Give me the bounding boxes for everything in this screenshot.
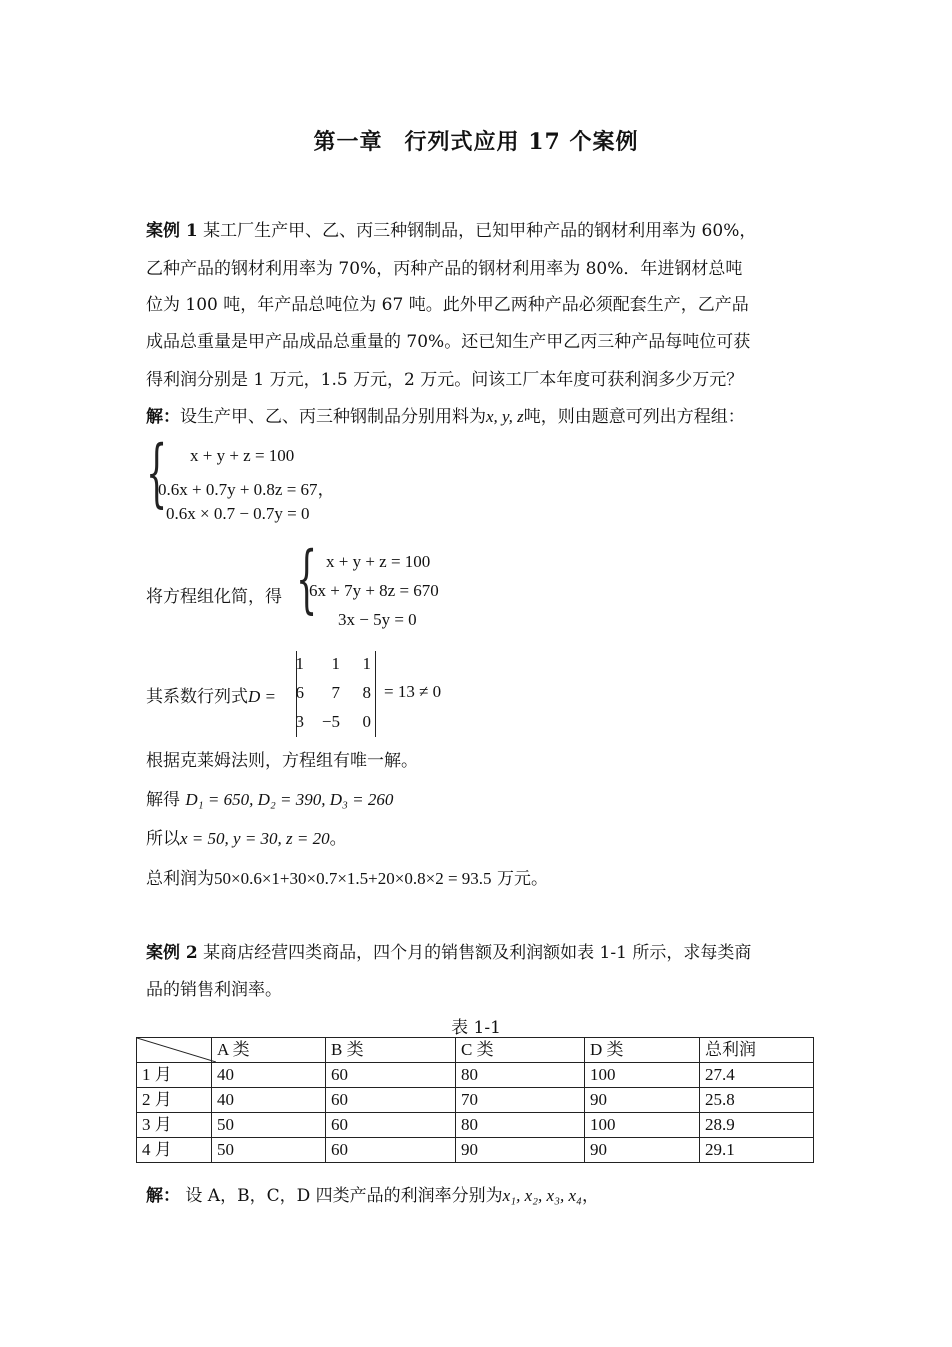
profit-unit: 万元。 (496, 869, 548, 889)
case1-line-4: 成品总重量是甲产品成品总重量的 70%。还已知生产甲乙丙三种产品每吨位可获 (146, 332, 751, 352)
table-cell: 60 (326, 1063, 456, 1088)
table-corner-cell (137, 1038, 212, 1063)
table-cell: 50 (212, 1138, 326, 1163)
chapter-title: 行列式应用 17 个案例 (404, 129, 639, 155)
table-cell: 80 (456, 1063, 585, 1088)
table-row (137, 1088, 814, 1113)
table-cell: 40 (212, 1063, 326, 1088)
table-cell: 3 月 (137, 1113, 212, 1138)
det-cell: 7 (331, 683, 340, 702)
solved-values: D₁ = 650, D₂ = 390, D₃ = 260 (185, 790, 394, 809)
table-header-cell: D 类 (585, 1038, 700, 1063)
case1-line-2: 乙种产品的钢材利用率为 70%，丙种产品的钢材利用率为 80%．年进钢材总吨 (146, 259, 743, 279)
table-cell: 80 (456, 1113, 585, 1138)
system1-eq-3: 0.6x × 0.7 − 0.7y = 0 (166, 504, 310, 523)
table-cell: 25.8 (700, 1088, 814, 1113)
det-cell: 1 (295, 654, 304, 673)
det-cell: 8 (362, 683, 371, 702)
det-cell: 0 (362, 712, 371, 731)
table-header-cell: 总利润 (700, 1038, 814, 1063)
case1-solution-text-a: 设生产甲、乙、丙三种钢制品分别用料为 (180, 407, 486, 427)
case2-text-1: 某商店经营四类商品，四个月的销售额及利润额如表 1-1 所示，求每类商 (203, 943, 752, 963)
table-header-cell: C 类 (456, 1038, 585, 1063)
determinant-matrix (296, 651, 380, 737)
table-cell: 100 (585, 1113, 700, 1138)
table-cell: 70 (456, 1088, 585, 1113)
case2-line-1 (146, 938, 751, 963)
case2-solution-tail: ， (581, 1186, 599, 1206)
table-row (137, 1138, 814, 1163)
so-tail: 。 (329, 829, 347, 849)
det-cell: 1 (362, 654, 371, 673)
det-symbol: D = (248, 687, 276, 706)
table-cell: 2 月 (137, 1088, 212, 1113)
table-cell: 50 (212, 1113, 326, 1138)
det-cell: −5 (321, 712, 340, 731)
data-table (136, 1037, 814, 1163)
cramer-text: 根据克莱姆法则，方程组有唯一解。 (146, 751, 418, 771)
case2-solution-label: 解： (146, 1186, 180, 1206)
so-line (146, 824, 347, 849)
table-cell: 60 (326, 1113, 456, 1138)
left-brace: { (296, 536, 318, 622)
simplify-text: 将方程组化简，得 (146, 587, 282, 607)
table-header-cell: B 类 (326, 1038, 456, 1063)
profit-line (146, 864, 548, 889)
determinant-line (146, 682, 276, 707)
det-result: = 13 ≠ 0 (384, 682, 442, 701)
diagonal-slash (137, 1038, 216, 1062)
page-title (0, 125, 952, 156)
left-brace: { (146, 430, 168, 516)
case2-solution-line (146, 1181, 599, 1206)
profit-expr: 50×0.6×1+30×0.7×1.5+20×0.8×2 = 93.5 (214, 869, 492, 888)
case2-line-2: 品的销售利润率。 (146, 980, 282, 1000)
table-cell: 1 月 (137, 1063, 212, 1088)
case1-line-5: 得利润分别是 1 万元，1.5 万元，2 万元。问该工厂本年度可获利润多少万元？ (146, 370, 744, 390)
det-text: 其系数行列式 (146, 687, 248, 707)
case1-solution-label: 解： (146, 407, 180, 427)
so-label: 所以 (146, 829, 180, 849)
system1-eq-1: x + y + z = 100 (190, 446, 295, 465)
table-cell: 60 (326, 1138, 456, 1163)
table-cell: 90 (585, 1138, 700, 1163)
system2-eq-1: x + y + z = 100 (326, 552, 431, 571)
case1-line-1 (146, 216, 756, 241)
table-header-cell: A 类 (212, 1038, 326, 1063)
case2-solution-text: 设 A，B，C，D 四类产品的利润率分别为 (185, 1186, 503, 1206)
table-row (137, 1063, 814, 1088)
chapter-label: 第一章 (313, 129, 383, 155)
table-cell: 90 (456, 1138, 585, 1163)
case2-label: 案例 2 (146, 943, 198, 963)
table-cell: 60 (326, 1088, 456, 1113)
det-right-bar (375, 651, 376, 737)
case1-label: 案例 1 (146, 221, 198, 241)
case1-line-3: 位为 100 吨，年产品总吨位为 67 吨。此外甲乙两种产品必须配套生产，乙产品 (146, 295, 749, 315)
solved-label: 解得 (146, 790, 180, 810)
profit-label: 总利润为 (146, 869, 214, 889)
table-cell: 90 (585, 1088, 700, 1113)
system1-eq-2: 0.6x + 0.7y + 0.8z = 67， (158, 480, 335, 499)
table-cell: 27.4 (700, 1063, 814, 1088)
table-cell: 29.1 (700, 1138, 814, 1163)
system2-eq-2: 6x + 7y + 8z = 670 (309, 581, 439, 600)
case1-solution-line (146, 402, 745, 427)
table-row (137, 1113, 814, 1138)
system2-eq-3: 3x − 5y = 0 (338, 610, 417, 629)
case1-solution-vars: x, y, z (486, 407, 524, 426)
case1-solution-text-b: 吨，则由题意可列出方程组： (523, 407, 745, 427)
table-caption: 表 1-1 (451, 1018, 501, 1038)
table-cell: 100 (585, 1063, 700, 1088)
case1-text-1: 某工厂生产甲、乙、丙三种钢制品，已知甲种产品的钢材利用率为 60%， (203, 221, 757, 241)
det-cell: 6 (295, 683, 304, 702)
solved-line (146, 785, 393, 810)
table-cell: 40 (212, 1088, 326, 1113)
case2-solution-vars: x₁, x₂, x₃, x₄ (502, 1186, 582, 1205)
table-cell: 28.9 (700, 1113, 814, 1138)
table-cell: 4 月 (137, 1138, 212, 1163)
so-values: x = 50, y = 30, z = 20 (180, 829, 330, 848)
table-header-row (137, 1038, 814, 1063)
det-cell: 3 (295, 712, 304, 731)
det-cell: 1 (331, 654, 340, 673)
